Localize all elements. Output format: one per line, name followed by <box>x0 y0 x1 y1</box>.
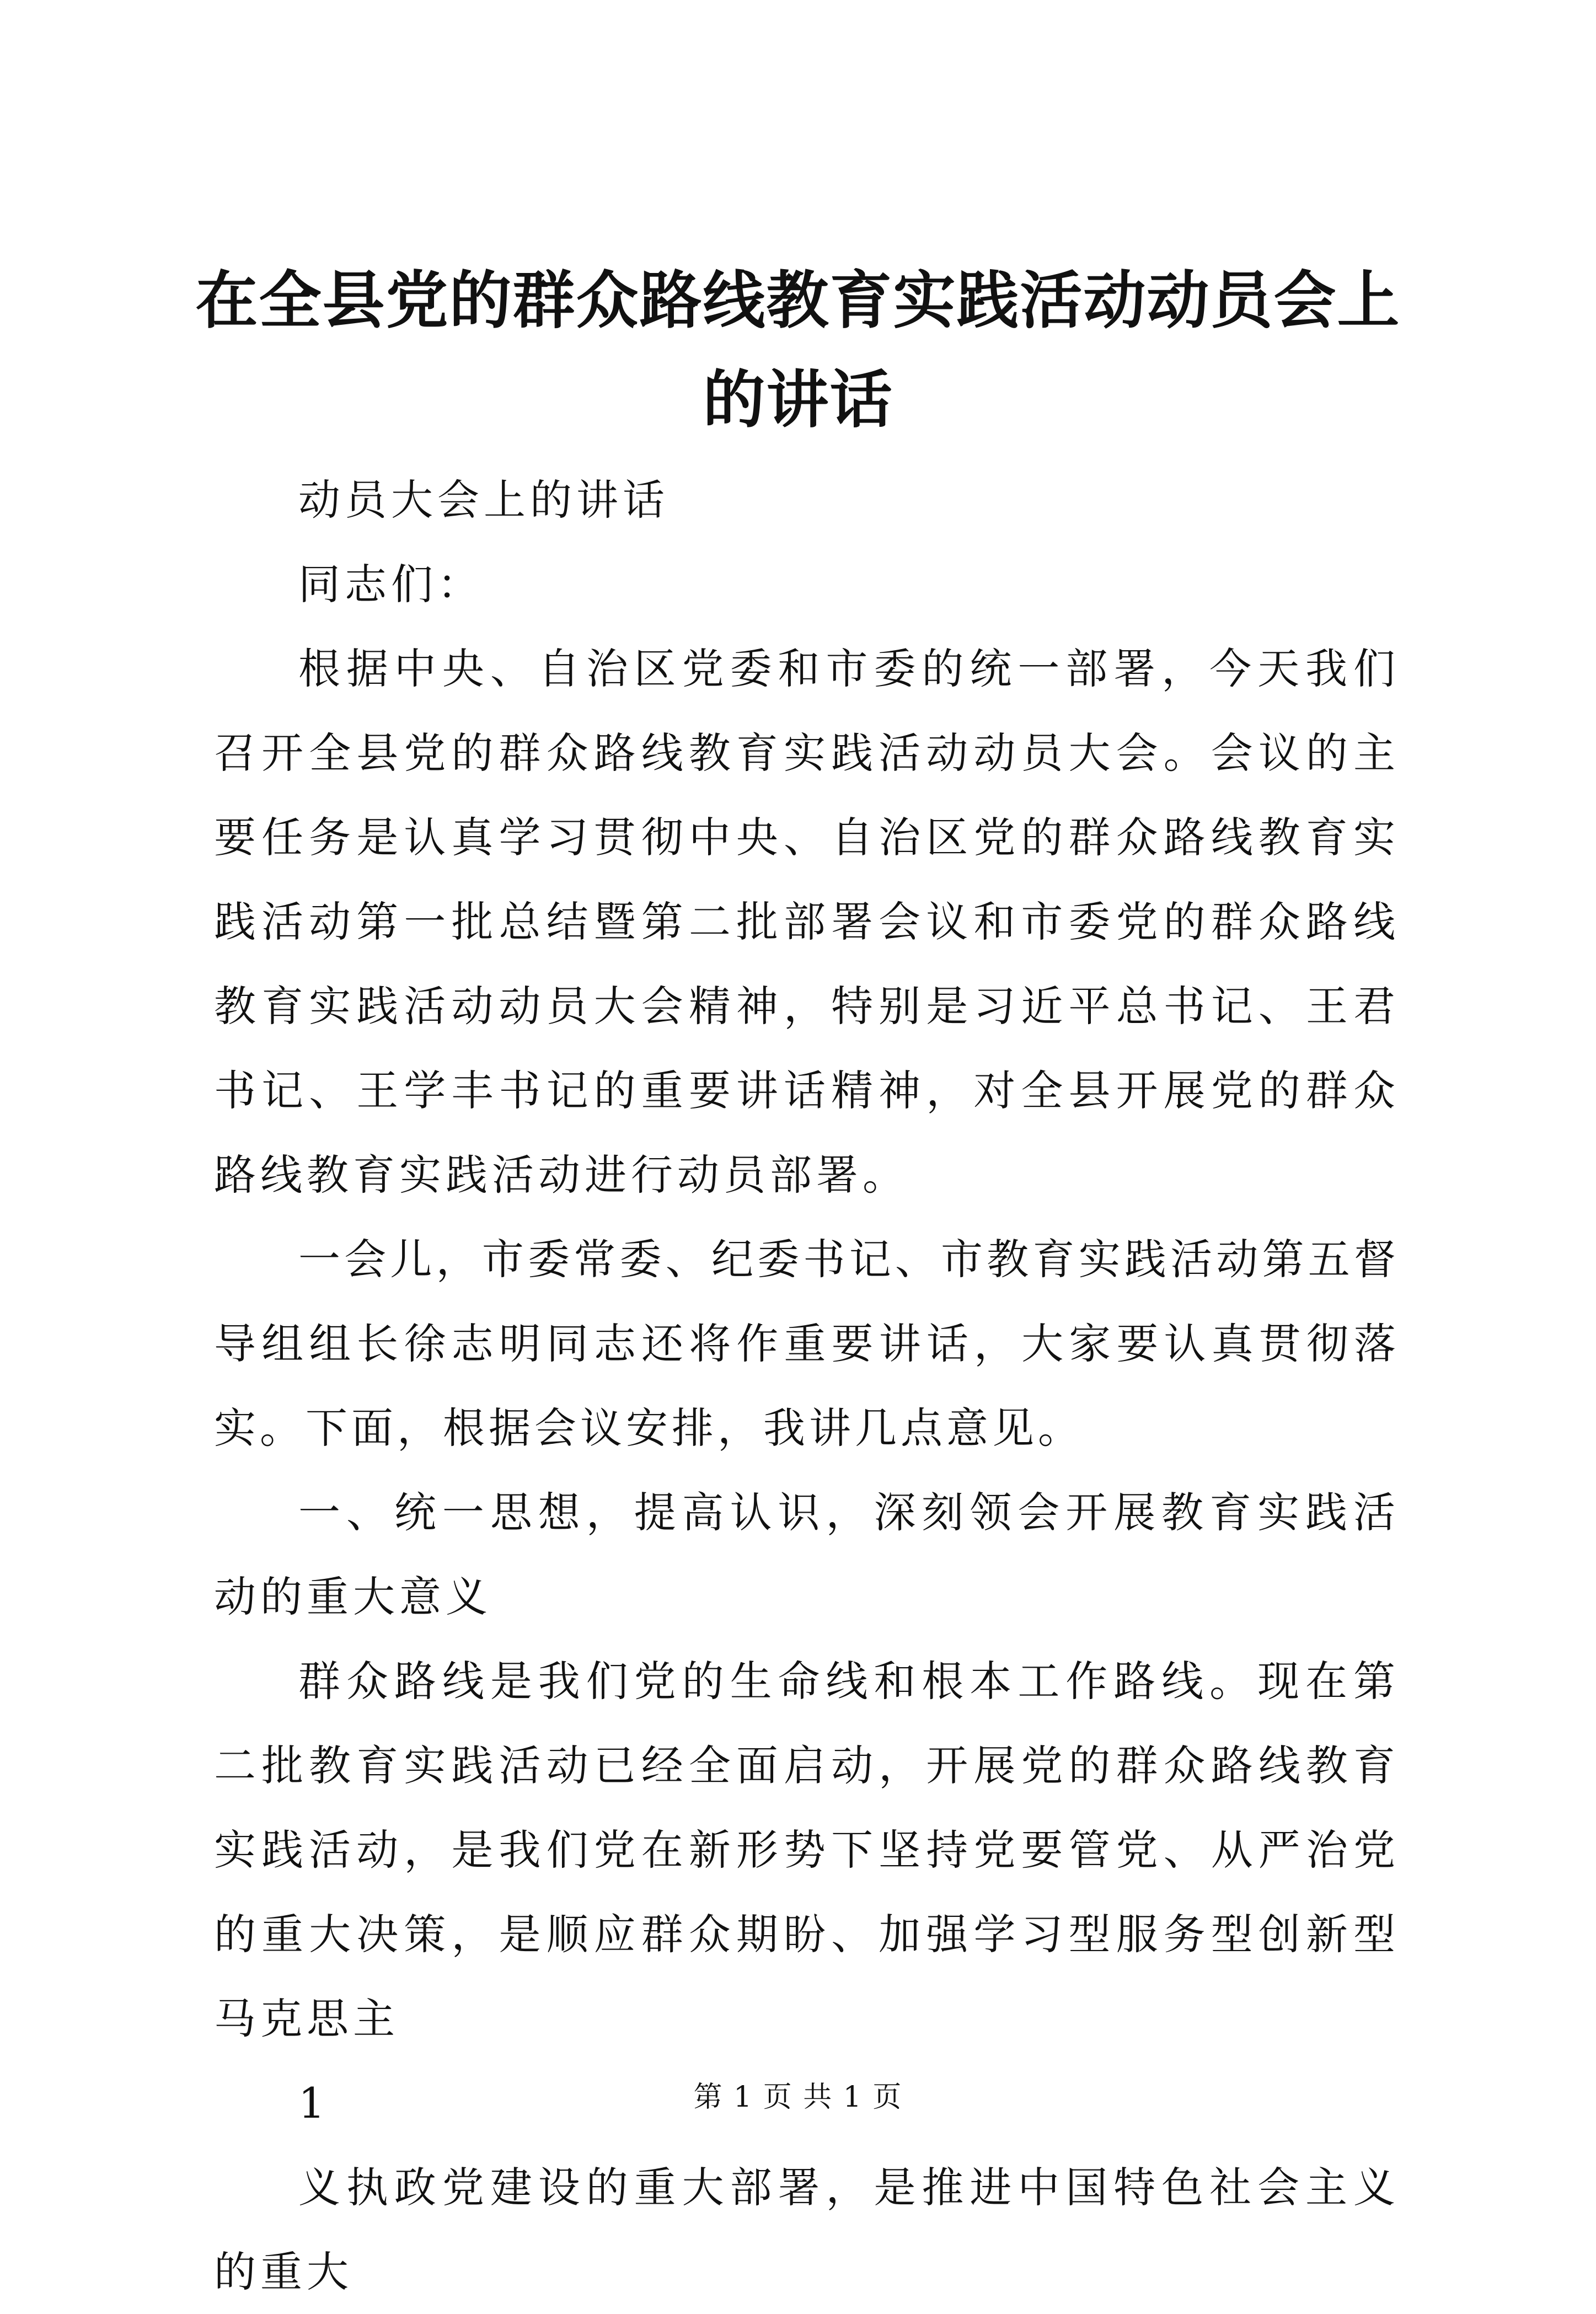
section-heading-1: 一、统一思想，提高认识，深刻领会开展教育实践活动的重大意义 <box>214 1488 1400 1621</box>
paragraph-subtitle: 动员大会上的讲话 <box>298 475 669 524</box>
paragraph-continuation: 义执政党建设的重大部署，是推进中国特色社会主义的重大 <box>214 2163 1400 2296</box>
page-footer: 第 1 页 共 1 页 <box>693 2081 903 2114</box>
paragraph-mass-line: 群众路线是我们党的生命线和根本工作路线。现在第二批教育实践活动已经全面启动，开展党的群众路线教育实践活动，是我们党在新形势下坚持党要管党、从严治党的重大决策，是顺应群众期盼、加强学习型服务型创新型马克思主 <box>214 1657 1400 2043</box>
paragraph-agenda: 一会儿，市委常委、纪委书记、市教育实践活动第五督导组组长徐志明同志还将作重要讲话，大家要认真贯彻落实。下面，根据会议安排，我讲几点意见。 <box>214 1235 1400 1453</box>
document-title: 在全县党的群众路线教育实践活动动员会上的讲话 <box>195 264 1401 436</box>
paragraph-intro: 根据中央、自治区党委和市委的统一部署，今天我们召开全县党的群众路线教育实践活动动员大会。会议的主要任务是认真学习贯彻中央、自治区党的群众路线教育实践活动第一批总结暨第二批部署会议和市委党的群众路线教育实践活动动员大会精神，特别是习近平总书记、王君书记、王学丰书记的重要讲话精神，对全县开展党的群众路线教育实践活动进行动员部署。 <box>214 644 1400 1199</box>
paragraph-salutation: 同志们： <box>298 560 484 609</box>
document-body <box>214 458 1400 2314</box>
inline-page-number: 1 <box>298 2079 325 2128</box>
